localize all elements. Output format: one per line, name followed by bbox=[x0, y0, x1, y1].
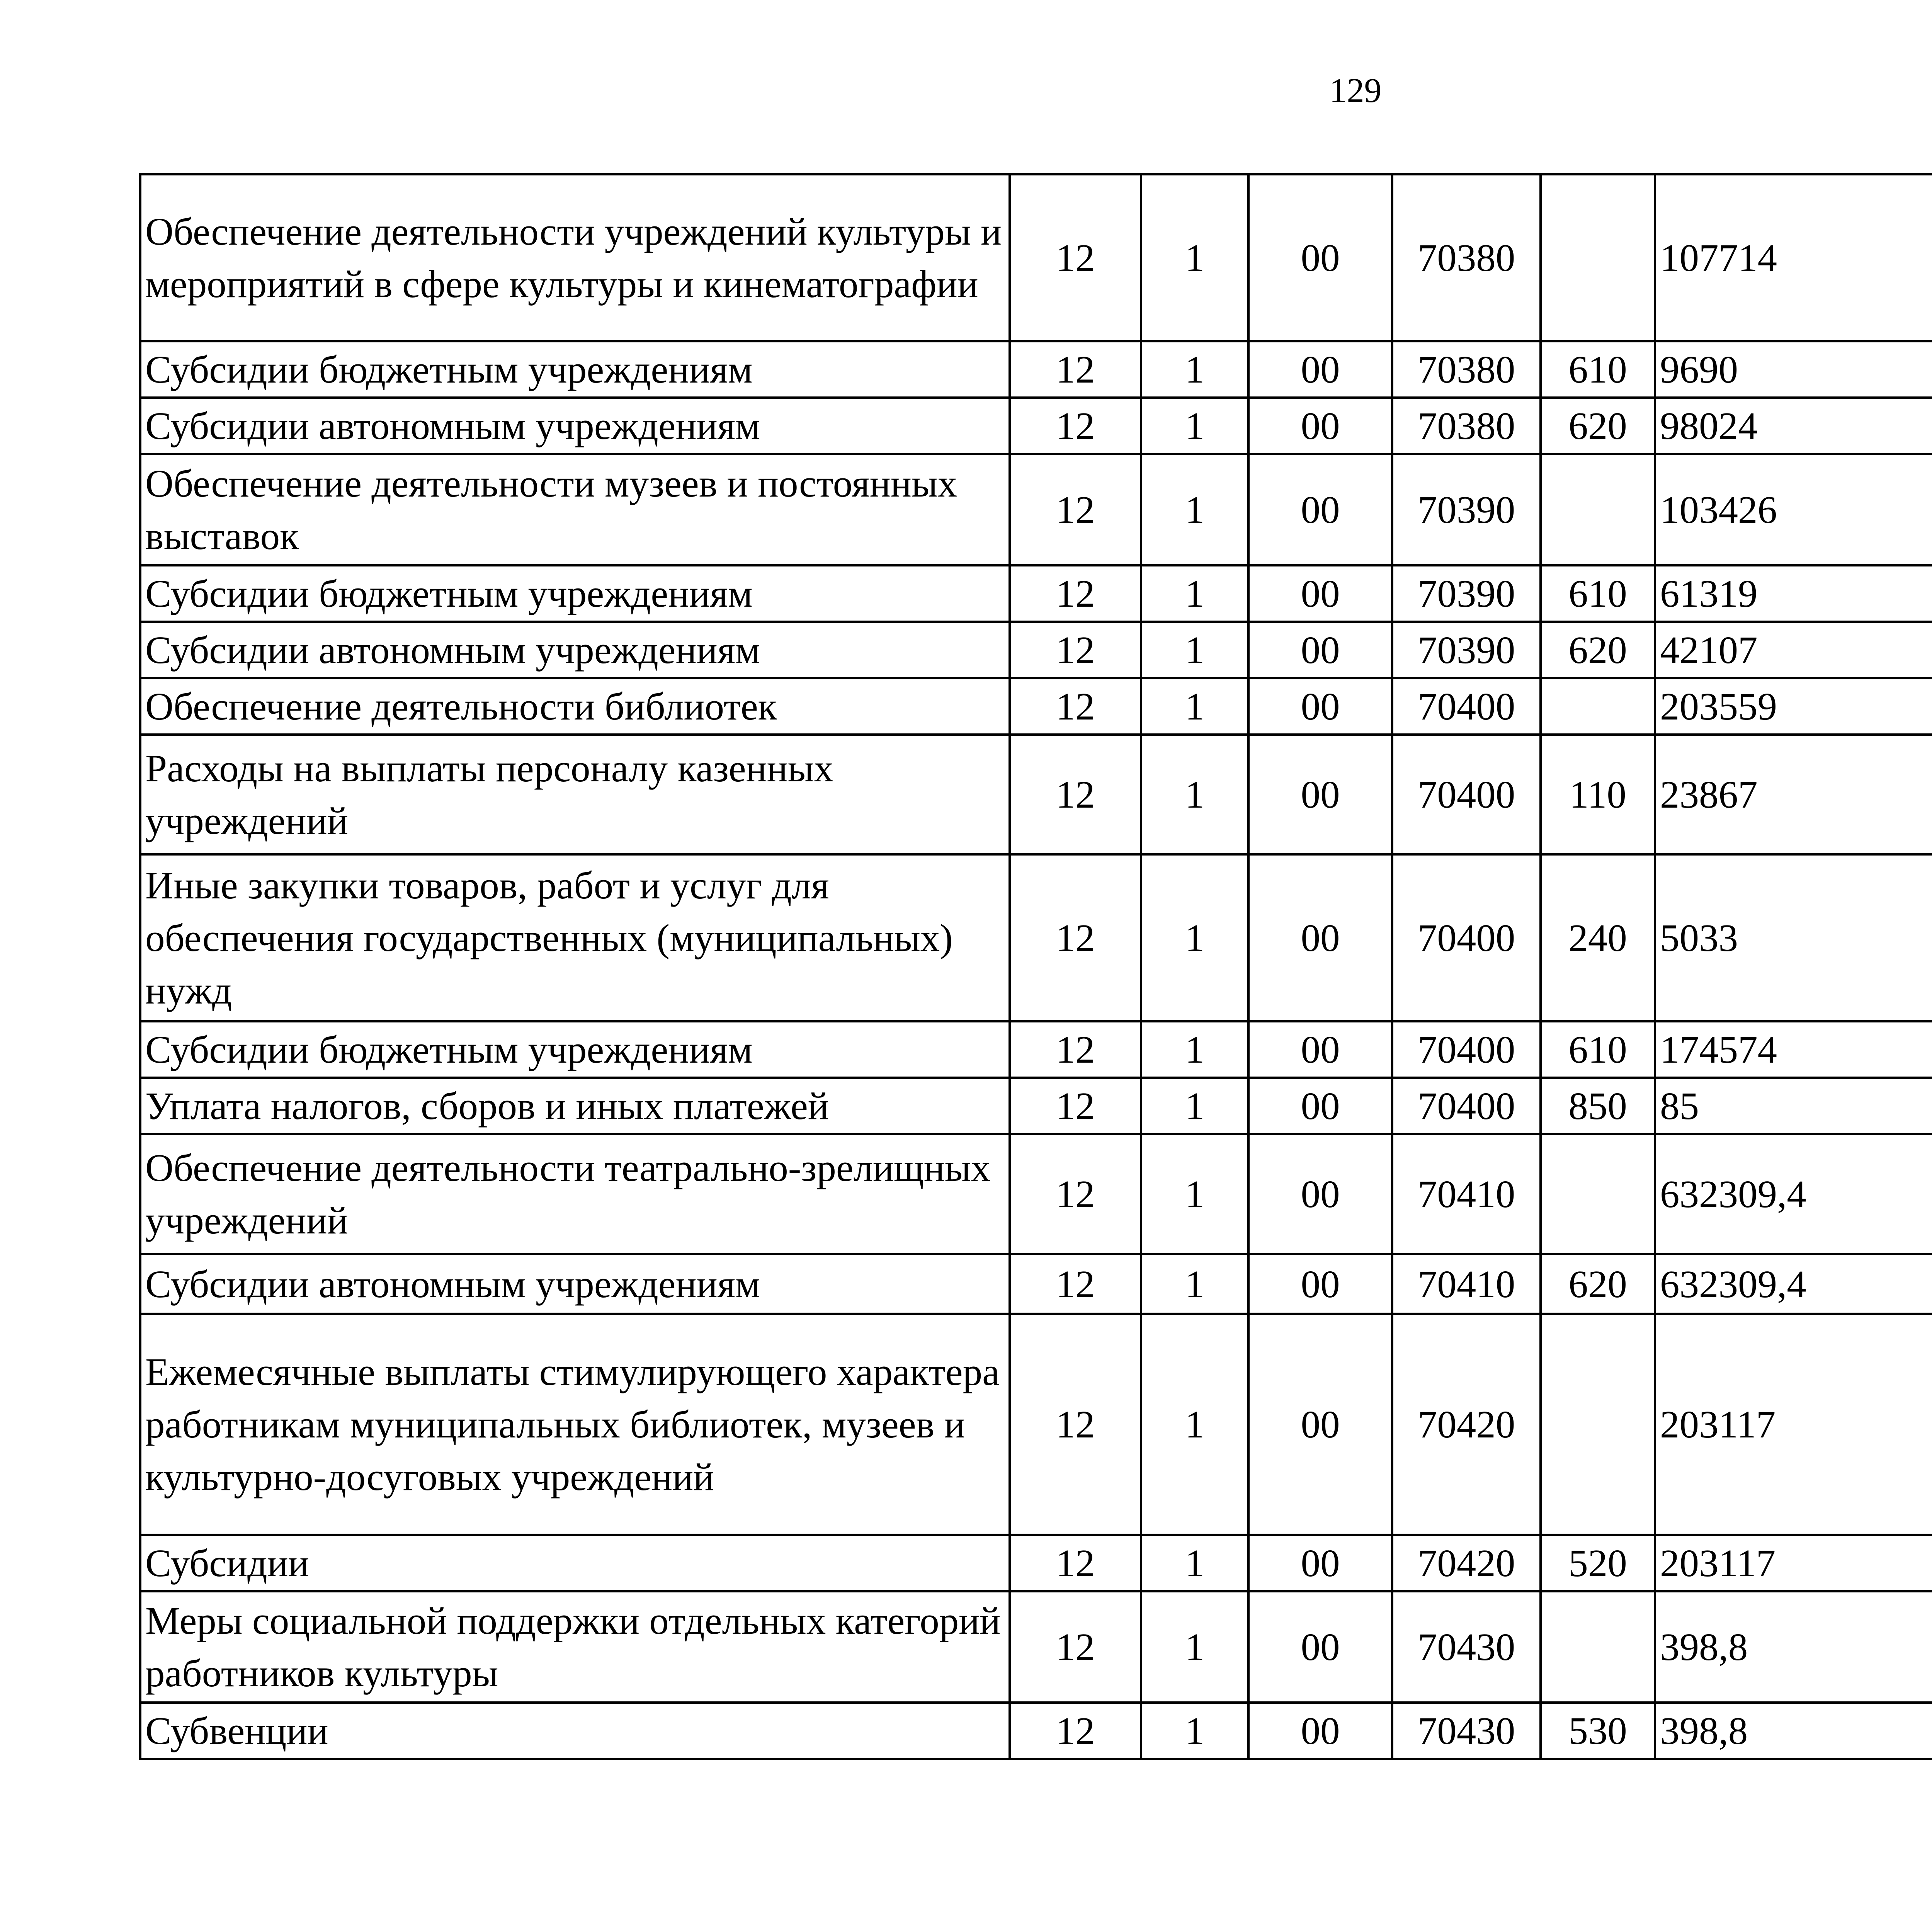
subsection-code: 1 bbox=[1141, 341, 1248, 398]
section-code: 12 bbox=[1010, 1314, 1141, 1535]
subsection-code: 1 bbox=[1141, 1703, 1248, 1759]
program-code: 00 bbox=[1248, 622, 1392, 678]
amount-year-1: 632309,4 bbox=[1655, 1254, 1932, 1314]
section-code: 12 bbox=[1010, 1254, 1141, 1314]
amount-year-1: 61319 bbox=[1655, 565, 1932, 622]
amount-year-1: 174574 bbox=[1655, 1021, 1932, 1078]
row-name: Субсидии бюджетным учреждениям bbox=[140, 341, 1010, 398]
subsection-code: 1 bbox=[1141, 1591, 1248, 1703]
expense-type-code bbox=[1541, 454, 1655, 565]
target-code: 70380 bbox=[1392, 398, 1541, 454]
target-code: 70400 bbox=[1392, 854, 1541, 1021]
row-name: Субсидии автономным учреждениям bbox=[140, 1254, 1010, 1314]
target-code: 70390 bbox=[1392, 454, 1541, 565]
amount-year-1: 9690 bbox=[1655, 341, 1932, 398]
table-row bbox=[140, 1078, 1932, 1134]
row-name: Расходы на выплаты персоналу казенных учреждений bbox=[140, 735, 1010, 854]
table-row bbox=[140, 1314, 1932, 1535]
program-code: 00 bbox=[1248, 565, 1392, 622]
section-code: 12 bbox=[1010, 454, 1141, 565]
expense-type-code bbox=[1541, 1314, 1655, 1535]
amount-year-1: 398,8 bbox=[1655, 1591, 1932, 1703]
table-row bbox=[140, 398, 1932, 454]
section-code: 12 bbox=[1010, 174, 1141, 341]
subsection-code: 1 bbox=[1141, 454, 1248, 565]
table-row bbox=[140, 854, 1932, 1021]
row-name: Обеспечение деятельности учреждений культуры и мероприятий в сфере культуры и кинематографии bbox=[140, 174, 1010, 341]
expense-type-code: 520 bbox=[1541, 1535, 1655, 1591]
program-code: 00 bbox=[1248, 1703, 1392, 1759]
page-number: 129 bbox=[1329, 71, 1382, 110]
section-code: 12 bbox=[1010, 1535, 1141, 1591]
row-name: Субсидии бюджетным учреждениям bbox=[140, 1021, 1010, 1078]
amount-year-1: 85 bbox=[1655, 1078, 1932, 1134]
program-code: 00 bbox=[1248, 1591, 1392, 1703]
budget-table bbox=[139, 173, 1932, 1760]
expense-type-code: 850 bbox=[1541, 1078, 1655, 1134]
target-code: 70420 bbox=[1392, 1314, 1541, 1535]
program-code: 00 bbox=[1248, 341, 1392, 398]
subsection-code: 1 bbox=[1141, 1021, 1248, 1078]
section-code: 12 bbox=[1010, 565, 1141, 622]
amount-year-1: 23867 bbox=[1655, 735, 1932, 854]
table-row bbox=[140, 565, 1932, 622]
table-row bbox=[140, 1535, 1932, 1591]
section-code: 12 bbox=[1010, 1021, 1141, 1078]
subsection-code: 1 bbox=[1141, 735, 1248, 854]
subsection-code: 1 bbox=[1141, 678, 1248, 735]
amount-year-1: 5033 bbox=[1655, 854, 1932, 1021]
table-row bbox=[140, 1703, 1932, 1759]
row-name: Ежемесячные выплаты стимулирующего характера работникам муниципальных библиотек, музеев и культурно-досуговых учреждений bbox=[140, 1314, 1010, 1535]
target-code: 70400 bbox=[1392, 1078, 1541, 1134]
target-code: 70430 bbox=[1392, 1591, 1541, 1703]
amount-year-1: 203117 bbox=[1655, 1535, 1932, 1591]
target-code: 70390 bbox=[1392, 565, 1541, 622]
amount-year-1: 632309,4 bbox=[1655, 1134, 1932, 1254]
table-row bbox=[140, 174, 1932, 341]
amount-year-1: 203117 bbox=[1655, 1314, 1932, 1535]
section-code: 12 bbox=[1010, 678, 1141, 735]
row-name: Субсидии bbox=[140, 1535, 1010, 1591]
section-code: 12 bbox=[1010, 341, 1141, 398]
program-code: 00 bbox=[1248, 1535, 1392, 1591]
target-code: 70400 bbox=[1392, 735, 1541, 854]
amount-year-1: 398,8 bbox=[1655, 1703, 1932, 1759]
row-name: Обеспечение деятельности музеев и постоянных выставок bbox=[140, 454, 1010, 565]
table-row bbox=[140, 1134, 1932, 1254]
subsection-code: 1 bbox=[1141, 1314, 1248, 1535]
amount-year-1: 203559 bbox=[1655, 678, 1932, 735]
subsection-code: 1 bbox=[1141, 1078, 1248, 1134]
table-row bbox=[140, 341, 1932, 398]
program-code: 00 bbox=[1248, 735, 1392, 854]
row-name: Иные закупки товаров, работ и услуг для обеспечения государственных (муниципальных) нужд bbox=[140, 854, 1010, 1021]
program-code: 00 bbox=[1248, 1134, 1392, 1254]
subsection-code: 1 bbox=[1141, 854, 1248, 1021]
program-code: 00 bbox=[1248, 454, 1392, 565]
target-code: 70380 bbox=[1392, 174, 1541, 341]
subsection-code: 1 bbox=[1141, 398, 1248, 454]
row-name: Субсидии автономным учреждениям bbox=[140, 622, 1010, 678]
expense-type-code: 610 bbox=[1541, 1021, 1655, 1078]
expense-type-code: 610 bbox=[1541, 341, 1655, 398]
program-code: 00 bbox=[1248, 1078, 1392, 1134]
amount-year-1: 107714 bbox=[1655, 174, 1932, 341]
subsection-code: 1 bbox=[1141, 1134, 1248, 1254]
row-name: Обеспечение деятельности театрально-зрелищных учреждений bbox=[140, 1134, 1010, 1254]
section-code: 12 bbox=[1010, 1703, 1141, 1759]
row-name: Субвенции bbox=[140, 1703, 1010, 1759]
subsection-code: 1 bbox=[1141, 622, 1248, 678]
section-code: 12 bbox=[1010, 622, 1141, 678]
program-code: 00 bbox=[1248, 1254, 1392, 1314]
section-code: 12 bbox=[1010, 1134, 1141, 1254]
expense-type-code: 240 bbox=[1541, 854, 1655, 1021]
expense-type-code bbox=[1541, 1134, 1655, 1254]
program-code: 00 bbox=[1248, 398, 1392, 454]
program-code: 00 bbox=[1248, 174, 1392, 341]
target-code: 70420 bbox=[1392, 1535, 1541, 1591]
expense-type-code bbox=[1541, 174, 1655, 341]
row-name: Субсидии автономным учреждениям bbox=[140, 398, 1010, 454]
section-code: 12 bbox=[1010, 1078, 1141, 1134]
row-name: Обеспечение деятельности библиотек bbox=[140, 678, 1010, 735]
program-code: 00 bbox=[1248, 854, 1392, 1021]
subsection-code: 1 bbox=[1141, 565, 1248, 622]
target-code: 70400 bbox=[1392, 1021, 1541, 1078]
section-code: 12 bbox=[1010, 854, 1141, 1021]
table-row bbox=[140, 622, 1932, 678]
row-name: Уплата налогов, сборов и иных платежей bbox=[140, 1078, 1010, 1134]
section-code: 12 bbox=[1010, 735, 1141, 854]
expense-type-code bbox=[1541, 1591, 1655, 1703]
table-row bbox=[140, 1021, 1932, 1078]
table-row bbox=[140, 1591, 1932, 1703]
subsection-code: 1 bbox=[1141, 174, 1248, 341]
amount-year-1: 42107 bbox=[1655, 622, 1932, 678]
target-code: 70390 bbox=[1392, 622, 1541, 678]
table-row bbox=[140, 735, 1932, 854]
table-row bbox=[140, 1254, 1932, 1314]
target-code: 70410 bbox=[1392, 1134, 1541, 1254]
expense-type-code: 530 bbox=[1541, 1703, 1655, 1759]
subsection-code: 1 bbox=[1141, 1254, 1248, 1314]
expense-type-code: 620 bbox=[1541, 398, 1655, 454]
amount-year-1: 98024 bbox=[1655, 398, 1932, 454]
program-code: 00 bbox=[1248, 678, 1392, 735]
row-name: Меры социальной поддержки отдельных категорий работников культуры bbox=[140, 1591, 1010, 1703]
expense-type-code: 610 bbox=[1541, 565, 1655, 622]
row-name: Субсидии бюджетным учреждениям bbox=[140, 565, 1010, 622]
table-row bbox=[140, 454, 1932, 565]
target-code: 70410 bbox=[1392, 1254, 1541, 1314]
amount-year-1: 103426 bbox=[1655, 454, 1932, 565]
program-code: 00 bbox=[1248, 1021, 1392, 1078]
target-code: 70380 bbox=[1392, 341, 1541, 398]
target-code: 70430 bbox=[1392, 1703, 1541, 1759]
expense-type-code: 620 bbox=[1541, 1254, 1655, 1314]
section-code: 12 bbox=[1010, 398, 1141, 454]
subsection-code: 1 bbox=[1141, 1535, 1248, 1591]
target-code: 70400 bbox=[1392, 678, 1541, 735]
expense-type-code: 110 bbox=[1541, 735, 1655, 854]
program-code: 00 bbox=[1248, 1314, 1392, 1535]
section-code: 12 bbox=[1010, 1591, 1141, 1703]
table-row bbox=[140, 678, 1932, 735]
expense-type-code: 620 bbox=[1541, 622, 1655, 678]
expense-type-code bbox=[1541, 678, 1655, 735]
